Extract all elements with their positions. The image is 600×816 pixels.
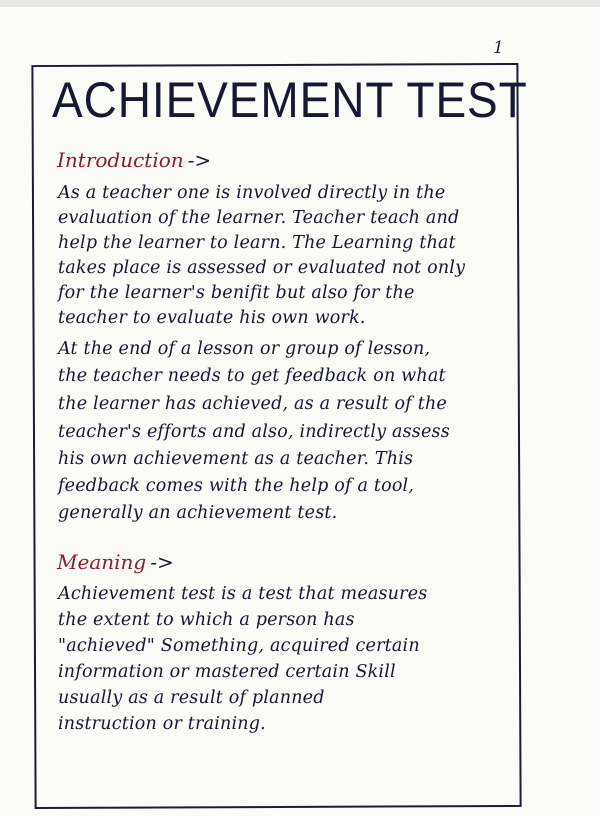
text-line: feedback comes with the help of a tool, [58,476,415,496]
top-edge-strip [0,0,600,7]
text-line: At the end of a lesson or group of lesson, [58,339,431,359]
text-line: help the learner to learn. The Learning that [58,233,456,253]
text-line: generally an achievement test. [58,503,338,523]
text-line: the teacher needs to get feedback on what [58,366,446,386]
text-line: Achievement test is a test that measures [58,584,428,604]
text-line: teacher's efforts and also, indirectly assess [58,422,450,442]
text-line: the extent to which a person has [58,610,355,630]
text-line: As a teacher one is involved directly in the [58,183,446,203]
text-line: information or mastered certain Skill [58,662,396,682]
text-line: takes place is assessed or evaluated not only [58,258,466,278]
heading-label: Introduction [57,148,184,172]
heading-arrow: -> [150,550,174,574]
text-line: teacher to evaluate his own work. [58,308,366,328]
text-line: his own achievement as a teacher. This [58,449,414,469]
text-line: for the learner's benifit but also for the [58,283,415,303]
section-heading-introduction [57,148,211,172]
section-heading-meaning [57,550,174,574]
text-line: "achieved" Something, acquired certain [58,636,420,656]
text-line: evaluation of the learner. Teacher teach and [58,208,460,228]
page-title: ACHIEVEMENT TEST [52,72,528,128]
page-number: 1 [493,38,504,58]
text-line: the learner has achieved, as a result of the [58,394,447,414]
text-line: instruction or training. [58,714,266,734]
heading-label: Meaning [57,550,147,574]
text-line: usually as a result of planned [58,688,325,708]
heading-arrow: -> [187,148,212,172]
